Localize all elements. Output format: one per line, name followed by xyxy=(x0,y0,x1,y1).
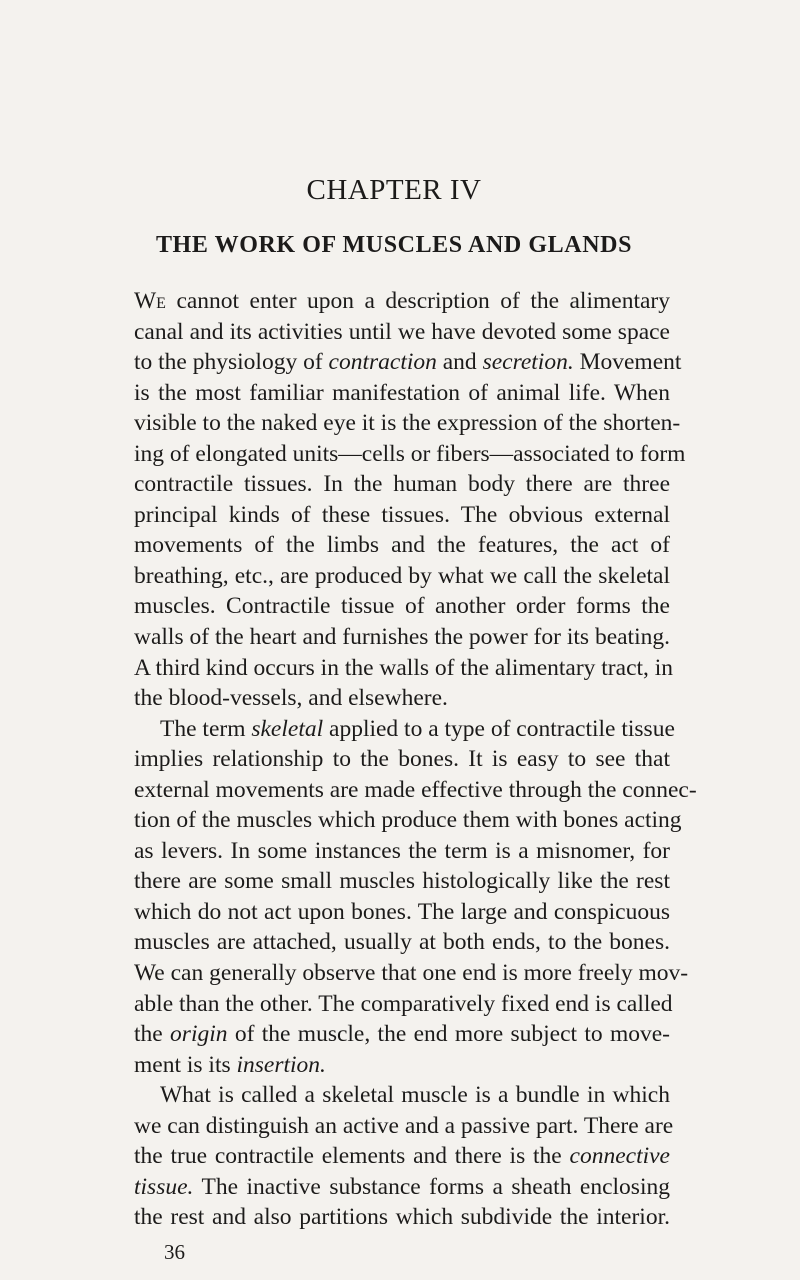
text-line: tissue. The inactive substance forms a sheath enclosing xyxy=(134,1173,670,1200)
text-line: we can distinguish an active and a passive part. There are xyxy=(134,1112,674,1139)
emphasis: tissue. xyxy=(134,1173,194,1200)
text-line: implies relationship to the bones. It is easy to see that xyxy=(134,746,670,773)
text-line: muscles. Contractile tissue of another order forms the xyxy=(134,593,670,620)
emphasis: insertion. xyxy=(236,1051,326,1078)
text-line: walls of the heart and furnishes the power for its beating. xyxy=(134,624,670,651)
paragraph-1 xyxy=(134,286,686,714)
text-line: the rest and also partitions which subdivide the interior. xyxy=(134,1204,670,1231)
drop-word: We xyxy=(134,288,166,314)
text-line: What is called a skeletal muscle is a bundle in which xyxy=(160,1082,670,1109)
emphasis: origin xyxy=(170,1021,228,1048)
text-line: there are some small muscles histologically like the rest xyxy=(134,868,670,895)
text-line: contractile tissues. In the human body there are three xyxy=(134,471,670,498)
text-line: the origin of the muscle, the end more subject to move- xyxy=(134,1021,670,1048)
text-line: A third kind occurs in the walls of the alimentary tract, in xyxy=(134,654,674,681)
emphasis: secretion. xyxy=(482,349,574,376)
text-line: We can generally observe that one end is more freely mov- xyxy=(134,960,689,987)
emphasis: skeletal xyxy=(251,715,324,742)
paragraph-2 xyxy=(134,714,697,1081)
chapter-number: CHAPTER IV xyxy=(306,174,482,206)
text-line: visible to the naked eye it is the expression of the shorten- xyxy=(134,410,681,437)
text-line: the blood-vessels, and elsewhere. xyxy=(134,685,448,712)
page-number: 36 xyxy=(164,1240,185,1264)
text-line: external movements are made effective through the connec- xyxy=(134,776,697,803)
text-line: the true contractile elements and there is the connective xyxy=(134,1143,670,1170)
body-text xyxy=(134,286,697,1233)
text-line: to the physiology of contraction and secretion. Movement xyxy=(134,349,682,376)
text-line: which do not act upon bones. The large and conspicuous xyxy=(134,898,670,925)
text-line: ing of elongated units—cells or fibers—associated to form xyxy=(134,440,686,467)
text-line: is the most familiar manifestation of animal life. When xyxy=(134,379,670,406)
text-line: We cannot enter upon a description of the alimentary xyxy=(134,288,670,314)
text-line: tion of the muscles which produce them with bones acting xyxy=(134,807,682,834)
text-line: breathing, etc., are produced by what we call the skeletal xyxy=(134,562,670,589)
chapter-title: THE WORK OF MUSCLES AND GLANDS xyxy=(155,232,633,258)
text-line: able than the other. The comparatively fixed end is called xyxy=(134,990,673,1017)
text-line: ment is its insertion. xyxy=(134,1051,326,1078)
text-line: principal kinds of these tissues. The obvious external xyxy=(134,501,670,528)
paragraph-3 xyxy=(134,1080,674,1233)
emphasis: contraction xyxy=(328,349,437,376)
emphasis: connective xyxy=(569,1143,670,1170)
text-line: canal and its activities until we have devoted some space xyxy=(134,318,670,345)
text-line: as levers. In some instances the term is a misnomer, for xyxy=(134,837,670,864)
text-line: The term skeletal applied to a type of contractile tissue xyxy=(160,715,675,742)
text-line: movements of the limbs and the features, the act of xyxy=(134,532,670,559)
text-line: muscles are attached, usually at both ends, to the bones. xyxy=(134,929,670,956)
